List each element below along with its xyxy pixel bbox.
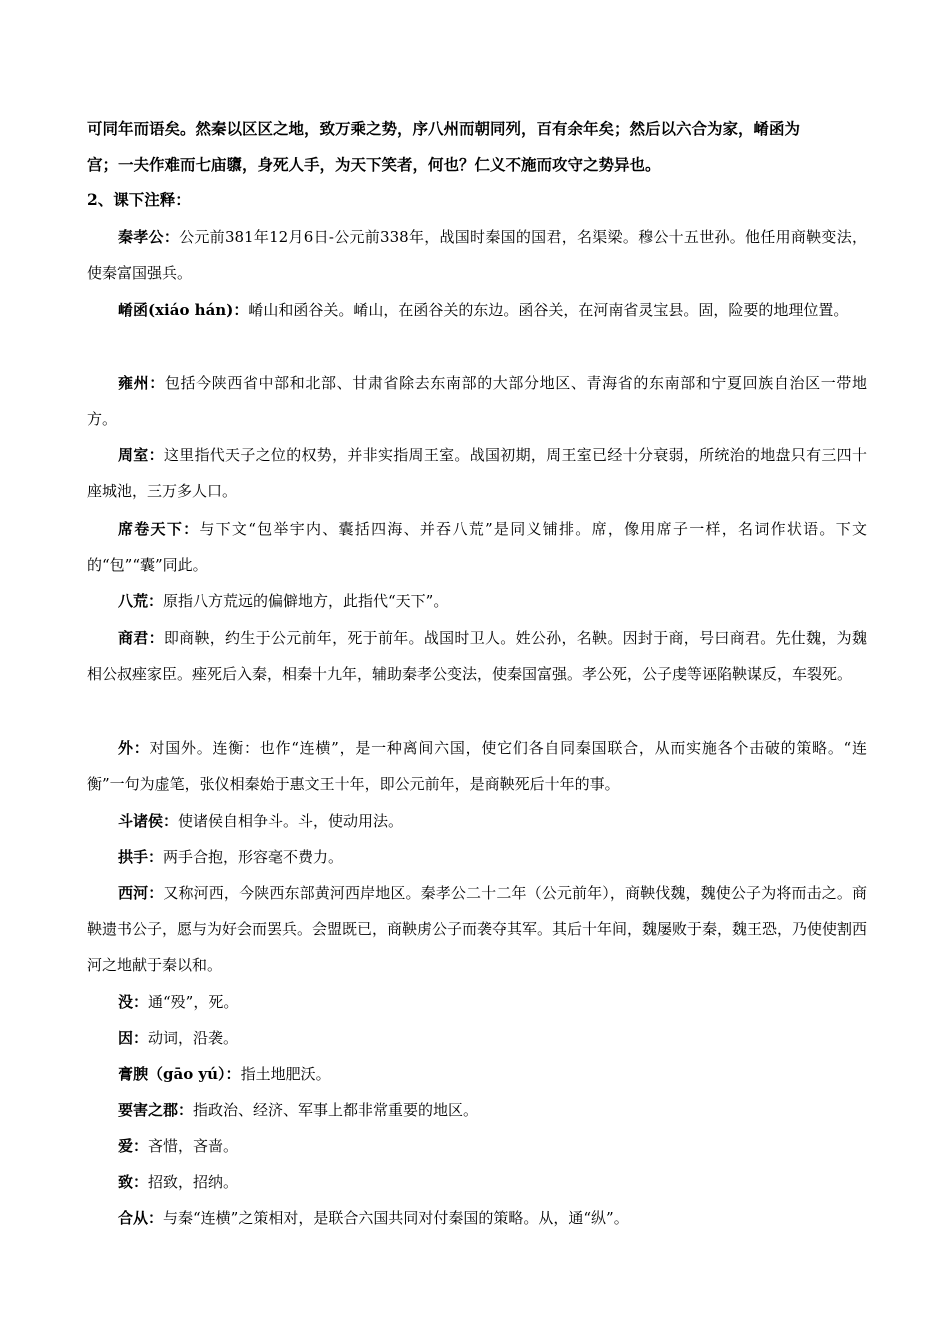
note-gong-shou xyxy=(87,839,867,875)
note-term: 斗诸侯： xyxy=(118,812,179,830)
note-wai xyxy=(87,730,867,802)
note-text: 这里指代天子之位的权势，并非实指周王室。战国初期，周王室已经十分衰弱，所统治的地盘只有三四十座城池，三万多人口。 xyxy=(87,446,867,500)
note-term: 没： xyxy=(118,993,149,1011)
note-text: 使诸侯自相争斗。斗，使动用法。 xyxy=(178,812,404,830)
note-text: 指土地肥沃。 xyxy=(240,1065,331,1083)
note-term: 秦孝公： xyxy=(118,228,180,246)
note-term: 膏腴（gāo yú）： xyxy=(118,1065,241,1083)
note-dou-zhu-hou xyxy=(87,803,867,839)
note-text: 招致，招纳。 xyxy=(148,1173,239,1191)
note-term: 八荒： xyxy=(118,592,164,610)
note-text: 与秦“连横”之策相对，是联合六国共同对付秦国的策略。从，通“纵”。 xyxy=(163,1209,629,1227)
note-text: 吝惜，吝啬。 xyxy=(148,1137,239,1155)
note-xiao-han xyxy=(87,292,867,328)
note-term: 拱手： xyxy=(118,848,164,866)
note-text: 指政治、经济、军事上都非常重要的地区。 xyxy=(193,1101,479,1119)
note-text: 两手合抱，形容毫不费力。 xyxy=(163,848,344,866)
intro-line-1: 可同年而语矣。然秦以区区之地，致万乘之势，序八州而朝同列，百有余年矣；然后以六合为家，崤函为 xyxy=(87,119,801,138)
note-term: 外： xyxy=(118,739,150,757)
note-term: 要害之郡： xyxy=(118,1101,194,1119)
note-term: 致： xyxy=(118,1173,149,1191)
note-term: 因： xyxy=(118,1029,149,1047)
note-text: 对国外。连衡：也作“连横”，是一种离间六国，使它们各自同秦国联合，从而实施各个击破的策略。“连衡”一句为虚笔，张仪相秦始于惠文王十年，即公元前年，是商鞅死后十年的事。 xyxy=(87,739,867,793)
note-zhou-shi xyxy=(87,437,867,509)
note-yao-hai-zhi-jun xyxy=(87,1092,867,1128)
note-text: 动词，沿袭。 xyxy=(148,1029,239,1047)
note-ba-huang xyxy=(87,583,867,619)
note-zhi xyxy=(87,1164,867,1200)
note-text: 通“殁”，死。 xyxy=(148,993,239,1011)
note-text: 崤山和函谷关。崤山，在函谷关的东边。函谷关，在河南省灵宝县。固，险要的地理位置。 xyxy=(248,301,849,319)
note-he-cong xyxy=(87,1200,867,1236)
note-term: 崤函(xiáo hán)： xyxy=(118,301,249,319)
note-term: 商君： xyxy=(118,629,164,647)
note-term: 爱： xyxy=(118,1137,149,1155)
note-text: 公元前381年12月6日-公元前338年，战国时秦国的国君，名渠梁。穆公十五世孙。他任用商鞅变法，使秦富国强兵。 xyxy=(87,228,867,282)
note-text: 与下文“包举宇内、囊括四海、并吞八荒”是同义铺排。席，像用席子一样，名词作状语。下文的“包”“囊”同此。 xyxy=(87,520,867,574)
note-qin-xiao-gong xyxy=(87,219,867,291)
note-mo xyxy=(87,984,867,1020)
note-xi-he xyxy=(87,875,867,983)
intro-line-2: 宫；一夫作难而七庙隳，身死人手，为天下笑者，何也？仁义不施而攻守之势异也。 xyxy=(87,155,661,174)
note-ai xyxy=(87,1128,867,1164)
note-term: 雍州： xyxy=(118,374,165,392)
note-shang-jun xyxy=(87,620,867,692)
note-text: 原指八方荒远的偏僻地方，此指代“天下”。 xyxy=(163,592,449,610)
note-term: 周室： xyxy=(118,446,164,464)
note-term: 合从： xyxy=(118,1209,164,1227)
note-yong-zhou xyxy=(87,365,867,437)
note-yin xyxy=(87,1020,867,1056)
note-text: 即商鞅，约生于公元前年，死于前年。战国时卫人。姓公孙，名鞅。因封于商，号曰商君。先仕魏，为魏相公叔痤家臣。痤死后入秦，相秦十九年，辅助秦孝公变法，使秦国富强。孝公死，公子虔等诬陷鞅谋反，车裂死。 xyxy=(87,629,867,683)
note-text: 又称河西，今陕西东部黄河西岸地区。秦孝公二十二年（公元前年），商鞅伐魏，魏使公子为将而击之。商鞅遗书公子，愿与为好会而罢兵。会盟既已，商鞅虏公子而袭夺其军。其后十年间，魏屡败于秦，魏王恐，乃使使割西河之地献于秦以和。 xyxy=(87,884,868,974)
note-xi-juan-tian-xia xyxy=(87,511,867,583)
note-text: 包括今陕西省中部和北部、甘肃省除去东南部的大部分地区、青海省的东南部和宁夏回族自治区一带地方。 xyxy=(87,374,867,428)
note-gao-yu xyxy=(87,1056,867,1092)
section-heading: 2、课下注释： xyxy=(87,190,191,209)
note-term: 席卷天下： xyxy=(118,520,200,538)
note-term: 西河： xyxy=(118,884,164,902)
